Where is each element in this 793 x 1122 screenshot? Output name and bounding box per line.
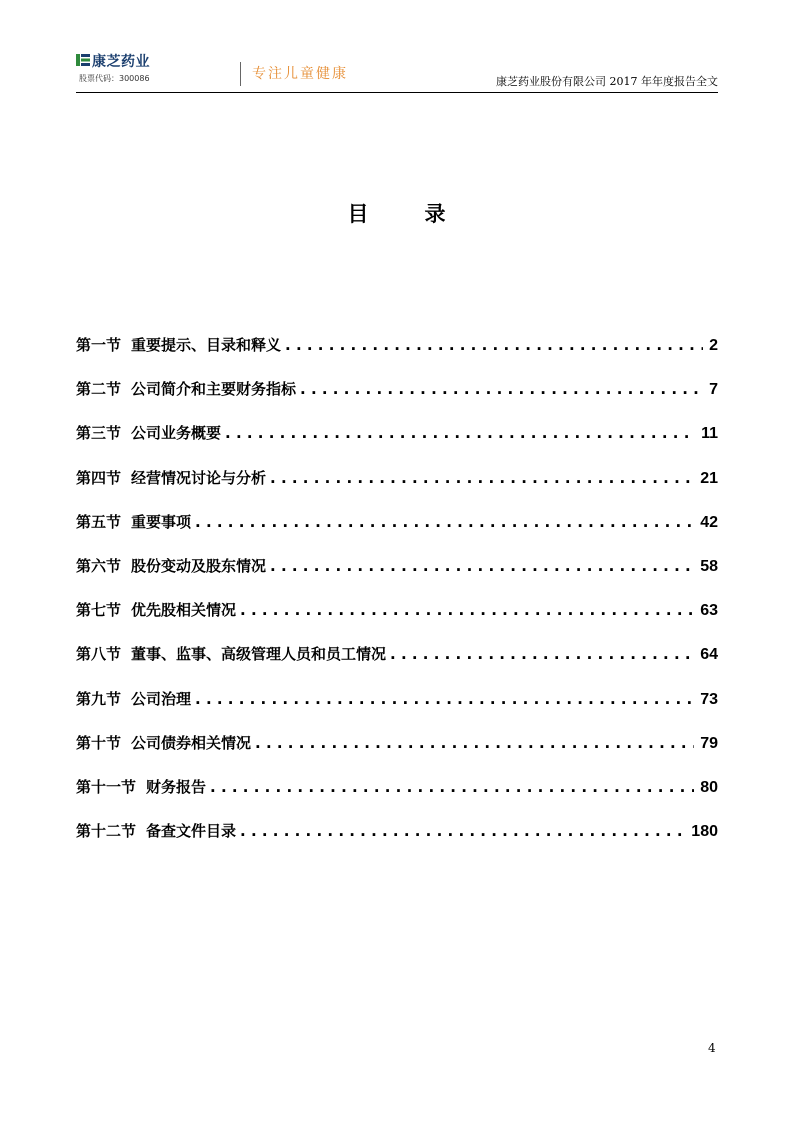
toc-leader-dots: [195, 690, 694, 708]
toc-section-title: 重要提示、目录和释义: [131, 336, 282, 354]
table-of-contents: [76, 334, 718, 864]
toc-section-number: 第三节: [76, 424, 122, 443]
toc-section-number: 第一节: [76, 336, 122, 354]
toc-entry[interactable]: [76, 467, 718, 511]
toc-leader-dots: [225, 424, 695, 442]
toc-entry[interactable]: [76, 688, 718, 732]
toc-section-number: 第八节: [76, 645, 122, 664]
toc-section-title: 重要事项: [131, 512, 192, 531]
toc-page-number: 11: [701, 425, 718, 443]
toc-page-number: 2: [709, 337, 718, 354]
toc-section-number: 第十节: [76, 733, 122, 752]
toc-leader-dots: [270, 469, 694, 487]
toc-section-title: 备查文件目录: [146, 822, 237, 841]
toc-section-number: 第七节: [76, 601, 122, 620]
toc-leader-dots: [300, 380, 703, 398]
toc-section-title: 优先股相关情况: [131, 601, 237, 620]
toc-section-number: 第九节: [76, 689, 122, 708]
toc-section-number: 第十一节: [76, 777, 137, 796]
toc-section-number: 第五节: [76, 512, 122, 531]
toc-entry[interactable]: [76, 334, 718, 378]
toc-leader-dots: [390, 645, 694, 663]
document-title: 康芝药业股份有限公司 2017 年年度报告全文: [496, 75, 718, 88]
toc-page-number: 80: [700, 778, 718, 796]
toc-entry[interactable]: [76, 643, 718, 687]
toc-leader-dots: [195, 513, 694, 531]
toc-section-title: 公司债券相关情况: [131, 733, 252, 752]
company-logo-icon: [76, 53, 90, 67]
toc-entry[interactable]: [76, 732, 718, 776]
toc-page-number: 7: [709, 381, 718, 399]
toc-page-number: 58: [700, 557, 718, 575]
toc-section-number: 第六节: [76, 556, 122, 575]
toc-page-number: 180: [691, 823, 718, 841]
toc-page-number: 42: [700, 513, 718, 531]
toc-section-title: 公司治理: [131, 689, 192, 708]
toc-entry[interactable]: [76, 422, 718, 466]
toc-section-title: 股份变动及股东情况: [131, 556, 267, 575]
toc-section-title: 公司简介和主要财务指标: [131, 380, 297, 399]
toc-page-number: 79: [700, 734, 718, 752]
toc-entry[interactable]: [76, 378, 718, 422]
toc-leader-dots: [255, 734, 694, 752]
page-number: 4: [708, 1041, 716, 1055]
header-divider: [240, 62, 241, 86]
toc-leader-dots: [240, 601, 694, 619]
toc-leader-dots: [270, 557, 694, 575]
toc-entry[interactable]: [76, 820, 718, 864]
company-slogan: 专注儿童健康: [252, 66, 348, 82]
toc-entry[interactable]: [76, 776, 718, 820]
toc-section-title: 经营情况讨论与分析: [131, 468, 267, 487]
company-logo-name: 康芝药业: [92, 54, 150, 70]
company-logo: [76, 51, 162, 87]
toc-entry[interactable]: [76, 555, 718, 599]
toc-page-number: 73: [700, 690, 718, 708]
toc-heading: 目录: [347, 202, 502, 226]
toc-section-title: 财务报告: [146, 777, 207, 796]
toc-page-number: 64: [700, 646, 718, 664]
toc-entry[interactable]: [76, 599, 718, 643]
toc-section-number: 第二节: [76, 380, 122, 399]
toc-page-number: 21: [700, 469, 718, 487]
toc-leader-dots: [240, 822, 685, 840]
toc-section-title: 董事、监事、高级管理人员和员工情况: [131, 645, 387, 664]
stock-code: 股票代码：300086: [79, 74, 150, 83]
toc-page-number: 63: [700, 602, 718, 620]
toc-leader-dots: [285, 336, 703, 354]
page-header: [76, 50, 718, 93]
toc-entry[interactable]: [76, 511, 718, 555]
toc-section-number: 第四节: [76, 468, 122, 487]
toc-section-number: 第十二节: [76, 822, 137, 841]
toc-leader-dots: [210, 778, 694, 796]
toc-section-title: 公司业务概要: [131, 424, 222, 443]
